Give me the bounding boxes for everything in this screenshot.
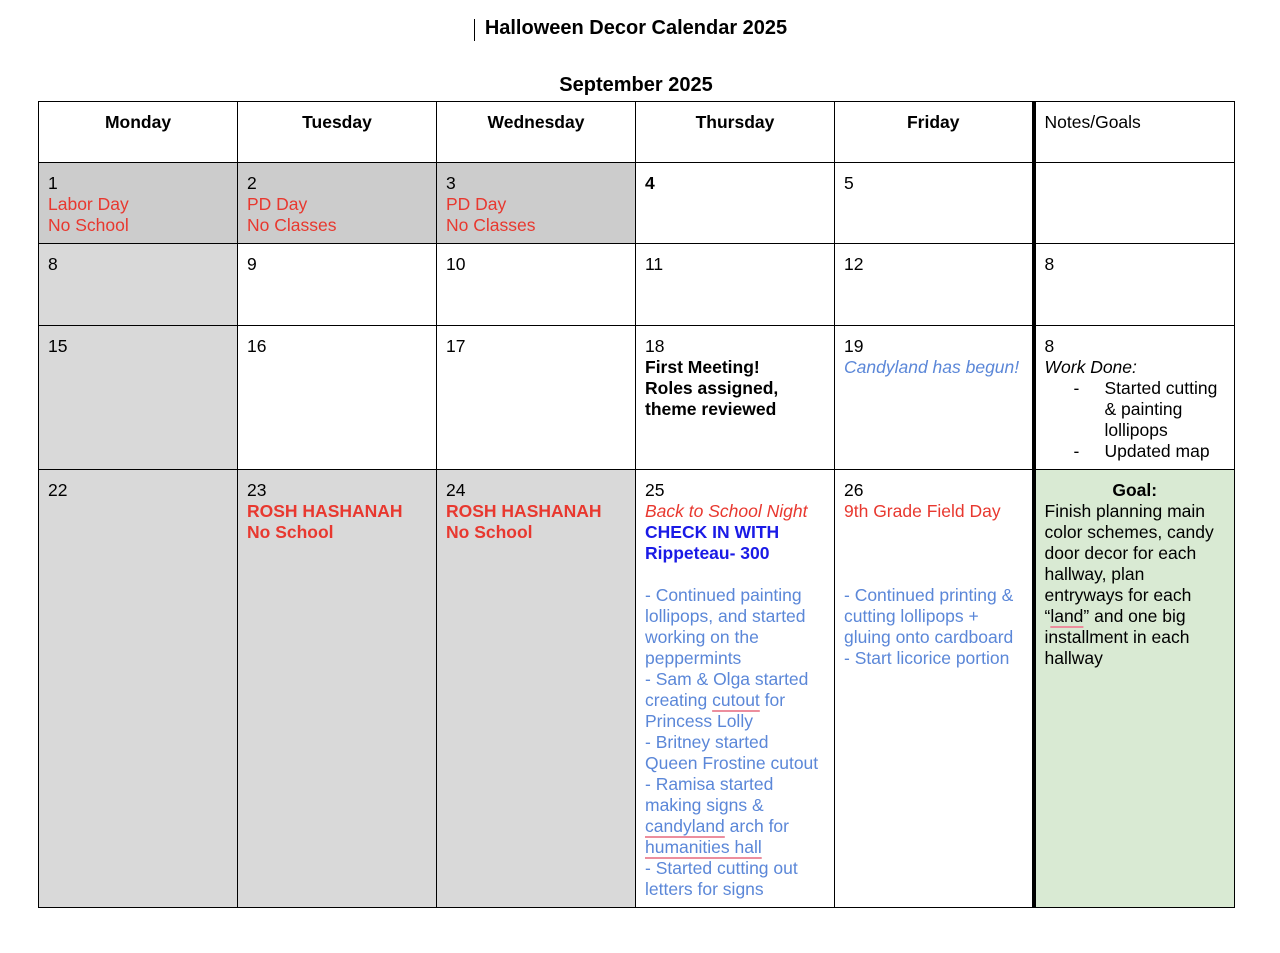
day-number: 1 [48,173,58,193]
document-title: Halloween Decor Calendar 2025 [484,17,788,39]
day-number: 26 [844,480,864,500]
event-label: No School [48,215,129,235]
goal-text: Finish planning main color schemes, candy door decor for each hallway, plan entryways for each “land” and one big installment in each hallway [1044,501,1214,668]
work-done-label: Work Done: [1044,357,1137,377]
day-number: 8 [48,254,58,274]
spellcheck-word: humanities hall [645,837,762,857]
work-done-item: - Started cutting & painting lollipops [1105,378,1226,441]
day-number: 11 [645,254,664,274]
event-label: No Classes [247,215,337,235]
header-monday: Monday [39,102,238,163]
event-label: PD Day [446,194,507,214]
day-cell-16 [238,326,437,470]
day-number: 9 [247,254,257,274]
notes-number: 8 [1044,336,1055,356]
event-label: Candyland has begun! [844,357,1020,377]
work-done-list [1045,378,1226,462]
day-cell-5 [835,163,1034,244]
day-cell-9 [238,244,437,326]
event-label: ROSH HASHANAH [247,501,403,521]
day-number: 23 [247,480,267,500]
event-label: No School [446,522,533,542]
event-label: First Meeting! [645,357,760,377]
week-row-3 [39,326,1235,470]
week-row-4 [39,470,1235,908]
day-number: 4 [645,173,655,193]
event-label: No Classes [446,215,536,235]
day-number: 2 [247,173,257,193]
day-cell-3 [437,163,636,244]
event-label: ROSH HASHANAH [446,501,602,521]
day-number: 12 [844,254,864,274]
day-number: 15 [48,336,68,356]
progress-notes: - Continued painting lollipops, and started working on the peppermints - Sam & Olga started creating cutout for Princess Lolly - Britney started Queen Frostine cutout - Ramisa started making signs & candyland arch for humanities hall - Started cutting out letters for signs [645,585,819,899]
spellcheck-word: candyland [645,816,725,836]
day-number: 3 [446,173,456,193]
header-notes-goals: Notes/Goals [1034,102,1235,163]
event-label: Back to School Night [645,501,808,521]
day-cell-10 [437,244,636,326]
notes-cell-week-2 [1034,244,1235,326]
day-number: 18 [645,336,665,356]
event-label: Labor Day [48,194,129,214]
goal-label: Goal: [1112,480,1158,500]
day-cell-25 [636,470,835,908]
month-title: September 2025 [559,74,713,96]
day-number: 24 [446,480,466,500]
day-cell-17 [437,326,636,470]
day-cell-12 [835,244,1034,326]
spellcheck-word: land [1050,606,1084,626]
week-row-2 [39,244,1235,326]
day-cell-11 [636,244,835,326]
day-cell-22 [39,470,238,908]
header-row [39,102,1235,163]
notes-cell-week-3 [1034,326,1235,470]
progress-notes: - Continued printing & cutting lollipops + gluing onto cardboard - Start licorice portion [844,585,1014,668]
notes-number: 8 [1044,254,1055,274]
day-number: 16 [247,336,267,356]
week-row-1 [39,163,1235,244]
day-cell-23 [238,470,437,908]
day-cell-2 [238,163,437,244]
event-label: No School [247,522,334,542]
day-cell-15 [39,326,238,470]
day-number: 10 [446,254,466,274]
day-number: 19 [844,336,864,356]
day-number: 25 [645,480,665,500]
day-number: 5 [844,173,854,193]
header-tuesday: Tuesday [238,102,437,163]
event-label: theme reviewed [645,399,777,419]
day-number: 22 [48,480,68,500]
day-cell-24 [437,470,636,908]
event-label: PD Day [247,194,308,214]
work-done-item: - Updated map [1105,441,1226,462]
calendar-table [38,101,1235,908]
day-cell-4 [636,163,835,244]
header-wednesday: Wednesday [437,102,636,163]
day-cell-19 [835,326,1034,470]
text-cursor [474,19,475,41]
spellcheck-word: cutout [712,690,760,710]
day-cell-8 [39,244,238,326]
header-friday: Friday [835,102,1034,163]
event-label: 9th Grade Field Day [844,501,1001,521]
header-thursday: Thursday [636,102,835,163]
check-in-note: CHECK IN WITH [645,522,780,542]
day-cell-1 [39,163,238,244]
day-cell-26 [835,470,1034,908]
check-in-note: Rippeteau- 300 [645,543,770,563]
day-number: 17 [446,336,466,356]
event-label: Roles assigned, [645,378,779,398]
day-cell-18 [636,326,835,470]
notes-cell-goal [1034,470,1235,908]
notes-cell-week-1 [1034,163,1235,244]
